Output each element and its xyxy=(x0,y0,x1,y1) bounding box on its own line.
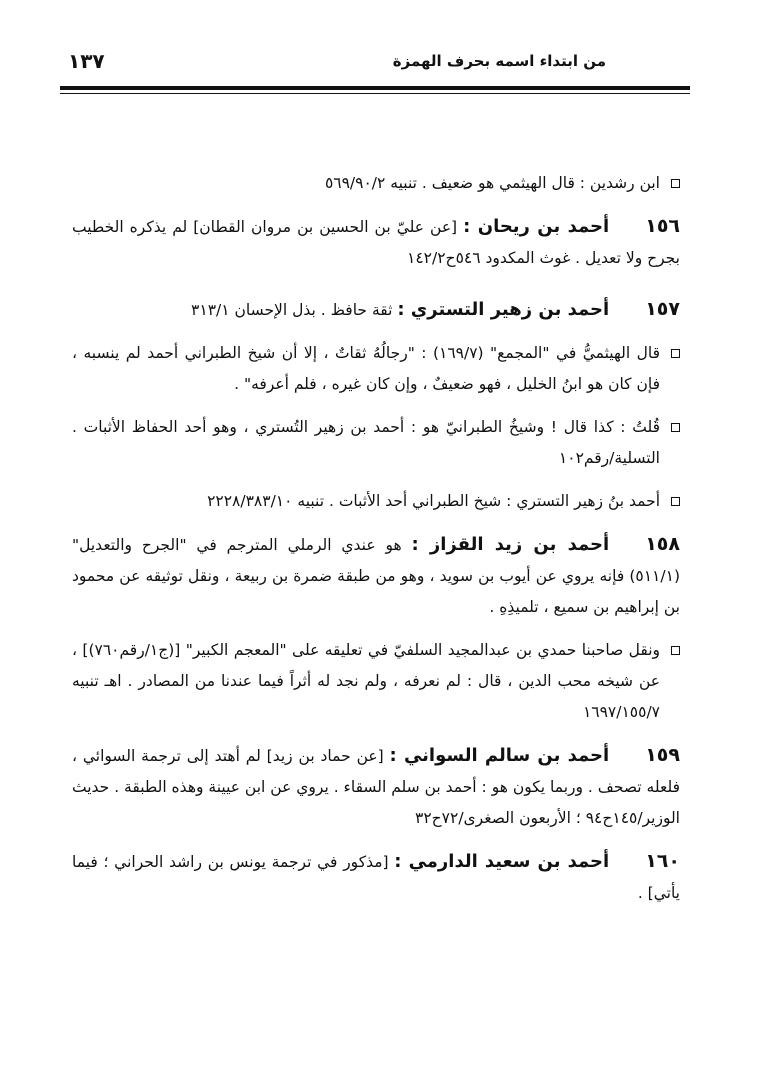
note-text: ابن رشدين : قال الهيثمي هو ضعيف . تنبيه ٥٦٩/٩٠/٢ xyxy=(324,174,660,192)
note-text: ونقل صاحبنا حمدي بن عبدالمجيد السلفيّ في تعليقه على "المعجم الكبير" [(ج١/رقم٧٦٠)] ، عن شيخه محب الدين ، قال : لم نعرفه ، ولم نجد له أثراً فيما عندنا من المصادر . اهـ تنبيه ١٦٩٧/١٥٥/٧ xyxy=(72,641,661,721)
entry-name: أحمد بن زهير التستري : xyxy=(397,299,610,320)
note-text: أحمد بنُ زهير التستري : شيخ الطبراني أحد الأثبات . تنبيه ٢٢٢٨/٣٨٣/١٠ xyxy=(207,492,660,510)
square-bullet-icon xyxy=(671,179,680,188)
entry-name: أحمد بن زيد القزاز : xyxy=(411,534,610,555)
header-rule-thin xyxy=(60,93,690,94)
entry-text: هو عندي الرملي المترجم في "الجرح والتعديل" (٥١١/١) فإنه يروي عن أيوب بن سويد ، وهو من طبقة ضمرة بن ربيعة ، ونقل توثيقه عن محمود بن إبراهيم بن سميع ، تلميذِهِ . xyxy=(72,536,680,616)
entry-157 xyxy=(72,294,680,326)
note-157-1 xyxy=(72,338,680,400)
note-ibn-rishdin xyxy=(72,168,680,199)
entry-number: ١٥٦ xyxy=(645,215,681,237)
entry-159 xyxy=(72,740,680,834)
entry-156 xyxy=(72,211,680,274)
square-bullet-icon xyxy=(671,423,680,432)
entry-158 xyxy=(72,529,680,623)
entry-number: ١٦٠ xyxy=(645,850,680,872)
header-rule-thick xyxy=(60,86,690,90)
entry-text: [مذكور في ترجمة يونس بن راشد الحراني ؛ فيما يأتي] . xyxy=(72,853,680,902)
square-bullet-icon xyxy=(671,497,680,506)
entry-number: ١٥٨ xyxy=(645,533,680,555)
note-text: قال الهيثميُّ في "المجمع" (١٦٩/٧) : "رجالُهُ ثقاتٌ ، إلا أن شيخ الطبراني أحمد لم ينسبه ، فإن كان هو ابنُ الخليل ، فهو ضعيفٌ ، وإن كان غيره ، فلم أعرفه" . xyxy=(72,344,660,393)
entry-text: [عن عليّ بن الحسين بن مروان القطان] لم يذكره الخطيب بجرح ولا تعديل . غوث المكدود ٥٤٦ح١٤٢/٢ xyxy=(72,218,680,267)
note-text: قُلتُ : كذا قال ! وشيخُ الطبرانيّ هو : أحمد بن زهير التُستري ، وهو أحد الحفاظ الأثبات . التسلية/رقم١٠٢ xyxy=(72,418,660,467)
running-title: من ابتداء اسمه بحرف الهمزة xyxy=(392,52,606,70)
entry-text: ثقة حافظ . بذل الإحسان ٣١٣/١ xyxy=(191,301,398,319)
entry-name: أحمد بن سالم السواني : xyxy=(389,745,610,766)
entry-160 xyxy=(72,846,680,909)
note-158-1 xyxy=(72,635,680,728)
square-bullet-icon xyxy=(671,646,680,655)
entry-text: [عن حماد بن زيد] لم أهتد إلى ترجمة السوائي ، فلعله تصحف . وربما يكون هو : أحمد بن سلم السقاء . يروي عن ابن عيينة وهذه الطبقة . حديث الوزير/١٤٥ح٩٤ ؛ الأربعون الصغرى/٧٢ح٣٢ xyxy=(72,747,680,827)
entry-name: أحمد بن سعيد الدارمي : xyxy=(394,851,610,872)
entry-name: أحمد بن ريحان : xyxy=(463,216,610,237)
square-bullet-icon xyxy=(671,349,680,358)
page-header xyxy=(60,44,688,80)
note-157-3 xyxy=(72,486,680,517)
entry-number: ١٥٧ xyxy=(645,298,680,320)
page-number: ١٣٧ xyxy=(68,49,105,73)
page-body xyxy=(72,168,680,921)
note-157-2 xyxy=(72,412,680,474)
entry-number: ١٥٩ xyxy=(645,744,680,766)
